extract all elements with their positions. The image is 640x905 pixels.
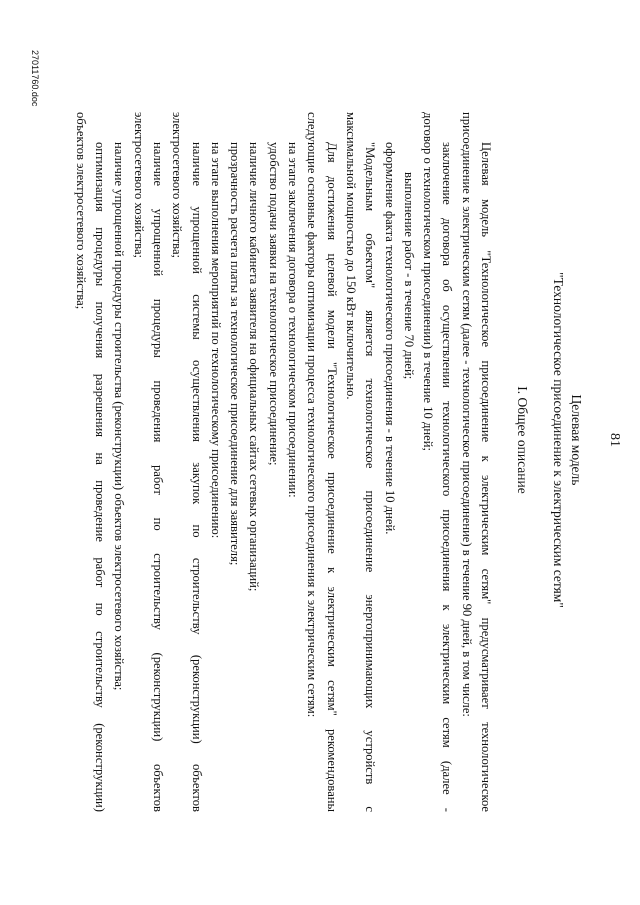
page-number: 81 <box>607 433 622 447</box>
body-line: на этапе выполнения мероприятий по технологическому присоединению: <box>208 142 223 539</box>
body-line: удобство подачи заявки на технологическое присоединение; <box>266 142 281 466</box>
body-line: электросетевого хозяйства; <box>131 112 146 259</box>
body-line: оформление факта технологического присоединения - в течение 10 дней. <box>382 142 397 535</box>
document-title-line-2: "Технологическое присоединение к электрическим сетям" <box>551 272 566 608</box>
section-heading: I. Общее описание <box>515 386 530 494</box>
rotated-document-page <box>0 20 640 860</box>
body-line: присоединение к электрическим сетям (далее - технологическое присоединение) в течение 90 дней, в том числе: <box>459 112 474 717</box>
body-line: наличие упрощенной процедуры проведения работ по строительству (реконструкции) объектов <box>150 142 165 812</box>
body-line: наличие упрощенной системы осуществления закупок по строительству (реконструкции) объектов <box>189 142 204 812</box>
body-line: электросетевого хозяйства; <box>170 112 185 259</box>
document-title-line-1: Целевая модель <box>569 394 584 486</box>
body-line: Целевая модель "Технологическое присоединение к электрическим сетям" предусматривает технологическое <box>479 142 493 812</box>
body-line: оптимизация процедуры получения разрешения на проведение работ по строительству (реконструкции) <box>93 142 108 812</box>
body-line: Для достижения целевой модели "Технологическое присоединение к электрическим сетям" рекомендованы <box>324 142 339 812</box>
body-line: выполнение работ - в течение 70 дней; <box>401 172 416 380</box>
body-line: следующие основные факторы оптимизации процесса технологического присоединения к электрическим сетям: <box>305 112 320 718</box>
body-line: "Модельным объектом" является технологическое присоединение энергопринимающих устройств с <box>363 142 378 812</box>
body-line: на этапе заключения договора о технологическом присоединении: <box>286 142 301 498</box>
body-line: договор о технологическом присоединении) в течение 10 дней; <box>421 112 436 451</box>
body-line: наличие упрощенной процедуры строительства (реконструкции) объектов электросетевого хозяйства; <box>112 142 127 691</box>
document-body <box>70 112 495 812</box>
body-line: прозрачность расчета платы за технологическое присоединение для заявителя; <box>228 142 243 566</box>
body-line: максимальной мощностью до 150 кВт включительно. <box>343 112 358 400</box>
body-line: наличие личного кабинета заявителя на официальных сайтах сетевых организаций; <box>247 142 262 592</box>
body-line: заключение договора об осуществлении технологического присоединения к электрическим сетям (далее - <box>440 142 455 812</box>
file-name-footer: 27011760.doc <box>30 50 40 107</box>
body-line: объектов электросетевого хозяйства; <box>73 112 88 310</box>
